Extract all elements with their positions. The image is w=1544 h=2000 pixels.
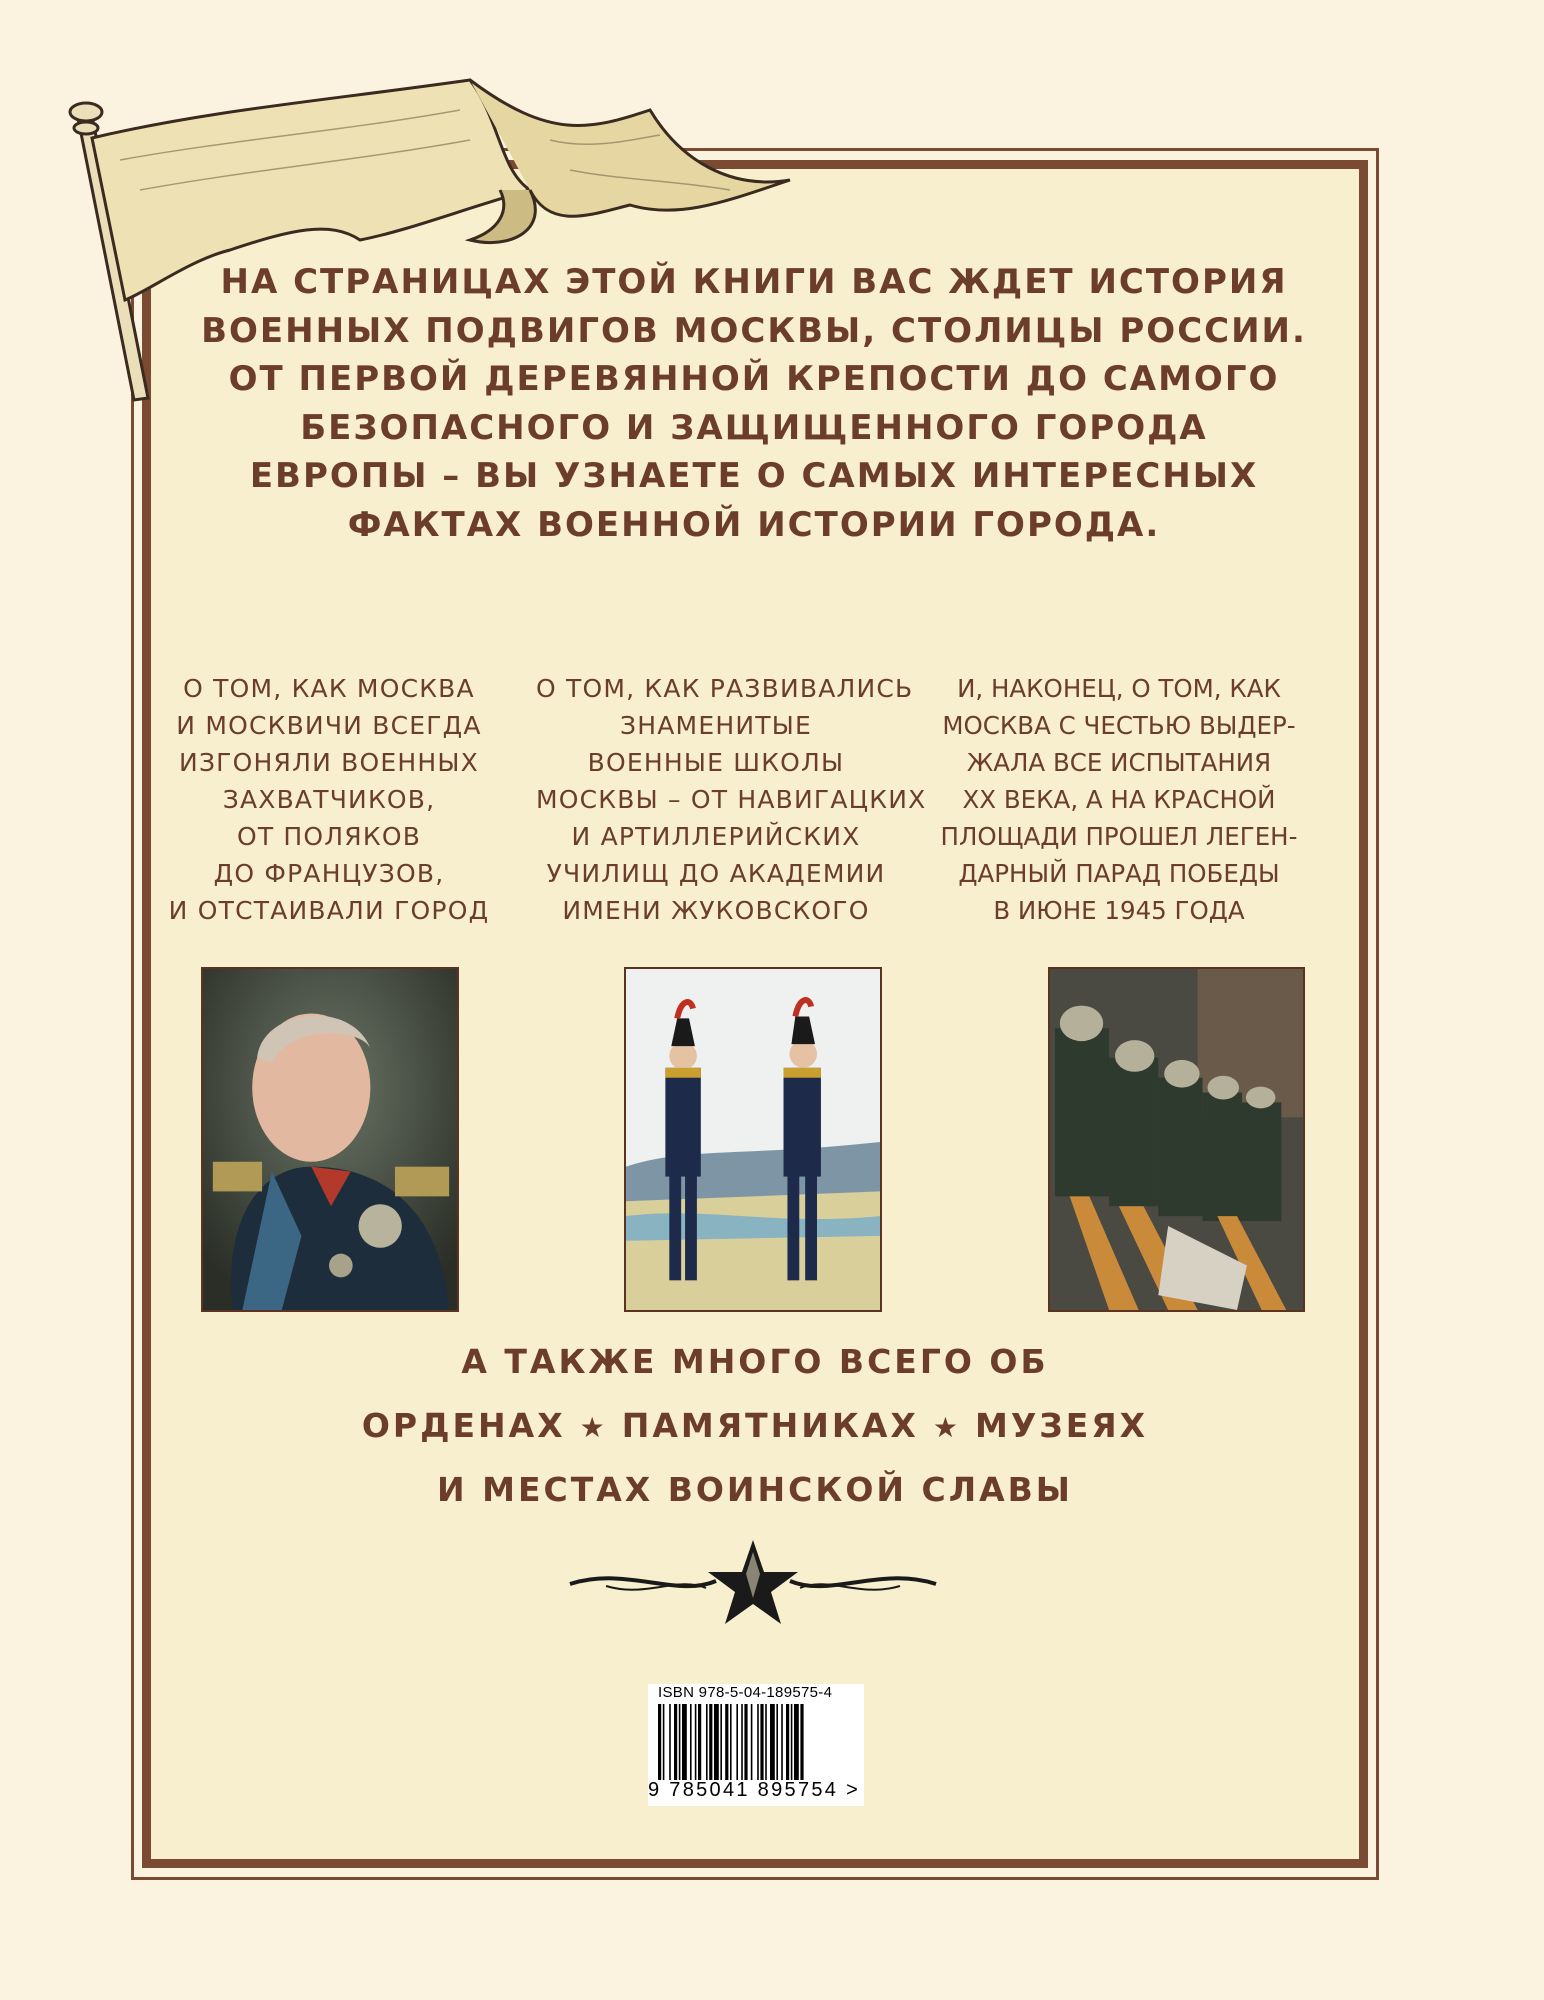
column-line: И МОСКВИЧИ ВСЕГДА: [176, 711, 482, 740]
column-line: И ОТСТАИВАЛИ ГОРОД: [168, 896, 490, 925]
barcode-bars: [654, 1704, 860, 1784]
also-item-orders: ОРДЕНАХ: [361, 1406, 566, 1445]
column-line: МОСКВЫ – ОТ НАВИГАЦКИХ: [536, 785, 927, 814]
column-line: В ИЮНЕ 1945 ГОДА: [993, 896, 1245, 925]
column-schools: [536, 670, 927, 929]
intro-line: ОТ ПЕРВОЙ ДЕРЕВЯННОЙ КРЕПОСТИ ДО САМОГО: [228, 359, 1280, 399]
column-line: ЗАХВАТЧИКОВ,: [222, 785, 436, 814]
column-20th-century: [939, 670, 1299, 929]
intro-line: ВОЕННЫХ ПОДВИГОВ МОСКВЫ, СТОЛИЦЫ РОССИИ.: [201, 310, 1307, 351]
cadets-illustration: [624, 967, 882, 1312]
isbn-number: ISBN 978-5-04-189575-4: [658, 1684, 833, 1701]
also-item-museums: МУЗЕЯХ: [975, 1406, 1149, 1445]
column-line: ИЗГОНЯЛИ ВОЕННЫХ: [179, 748, 479, 777]
column-line: О ТОМ, КАК МОСКВА: [183, 674, 475, 703]
column-line: МОСКВА С ЧЕСТЬЮ ВЫДЕР-: [942, 711, 1296, 740]
intro-paragraph: [190, 258, 1318, 549]
portrait-image: [201, 967, 459, 1312]
also-line-1: А ТАКЖЕ МНОГО ВСЕГО ОБ: [461, 1342, 1049, 1381]
column-line: ЗНАМЕНИТЫЕ: [620, 711, 812, 740]
column-line: И, НАКОНЕЦ, О ТОМ, КАК: [957, 674, 1281, 703]
barcode-digits: 9 785041 895754 >: [648, 1779, 861, 1801]
intro-line: БЕЗОПАСНОГО И ЗАЩИЩЕННОГО ГОРОДА: [300, 407, 1208, 448]
column-line: ДАРНЫЙ ПАРАД ПОБЕДЫ: [958, 859, 1280, 888]
column-invaders: [149, 670, 509, 929]
barcode: [648, 1684, 864, 1806]
column-line: ПЛОЩАДИ ПРОШЕЛ ЛЕГЕН-: [940, 822, 1298, 851]
also-item-monuments: ПАМЯТНИКАХ: [621, 1406, 919, 1445]
intro-line: НА СТРАНИЦАХ ЭТОЙ КНИГИ ВАС ЖДЕТ ИСТОРИЯ: [220, 262, 1288, 302]
intro-line: ЕВРОПЫ – ВЫ УЗНАЕТЕ О САМЫХ ИНТЕРЕСНЫХ: [249, 456, 1259, 496]
intro-line: ФАКТАХ ВОЕННОЙ ИСТОРИИ ГОРОДА.: [347, 504, 1161, 545]
column-line: ОТ ПОЛЯКОВ: [236, 822, 422, 851]
also-line-3: И МЕСТАХ ВОИНСКОЙ СЛАВЫ: [437, 1470, 1073, 1509]
column-line: И АРТИЛЛЕРИЙСКИХ: [571, 822, 861, 851]
column-line: ИМЕНИ ЖУКОВСКОГО: [562, 896, 870, 925]
column-line: ВОЕННЫЕ ШКОЛЫ: [587, 748, 845, 777]
column-line: О ТОМ, КАК РАЗВИВАЛИСЬ: [536, 674, 914, 703]
column-line: УЧИЛИЩ ДО АКАДЕМИИ: [546, 859, 886, 888]
victory-parade-photo: [1048, 967, 1305, 1312]
also-line-2: [200, 1406, 1310, 1445]
star-separator-icon: ★: [579, 1411, 608, 1444]
column-line: ДО ФРАНЦУЗОВ,: [213, 859, 445, 888]
column-line: XX ВЕКА, А НА КРАСНОЙ: [962, 785, 1276, 814]
star-separator-icon: ★: [932, 1411, 961, 1444]
column-line: ЖАЛА ВСЕ ИСПЫТАНИЯ: [966, 748, 1272, 777]
star-ornament-icon: [566, 1536, 940, 1626]
